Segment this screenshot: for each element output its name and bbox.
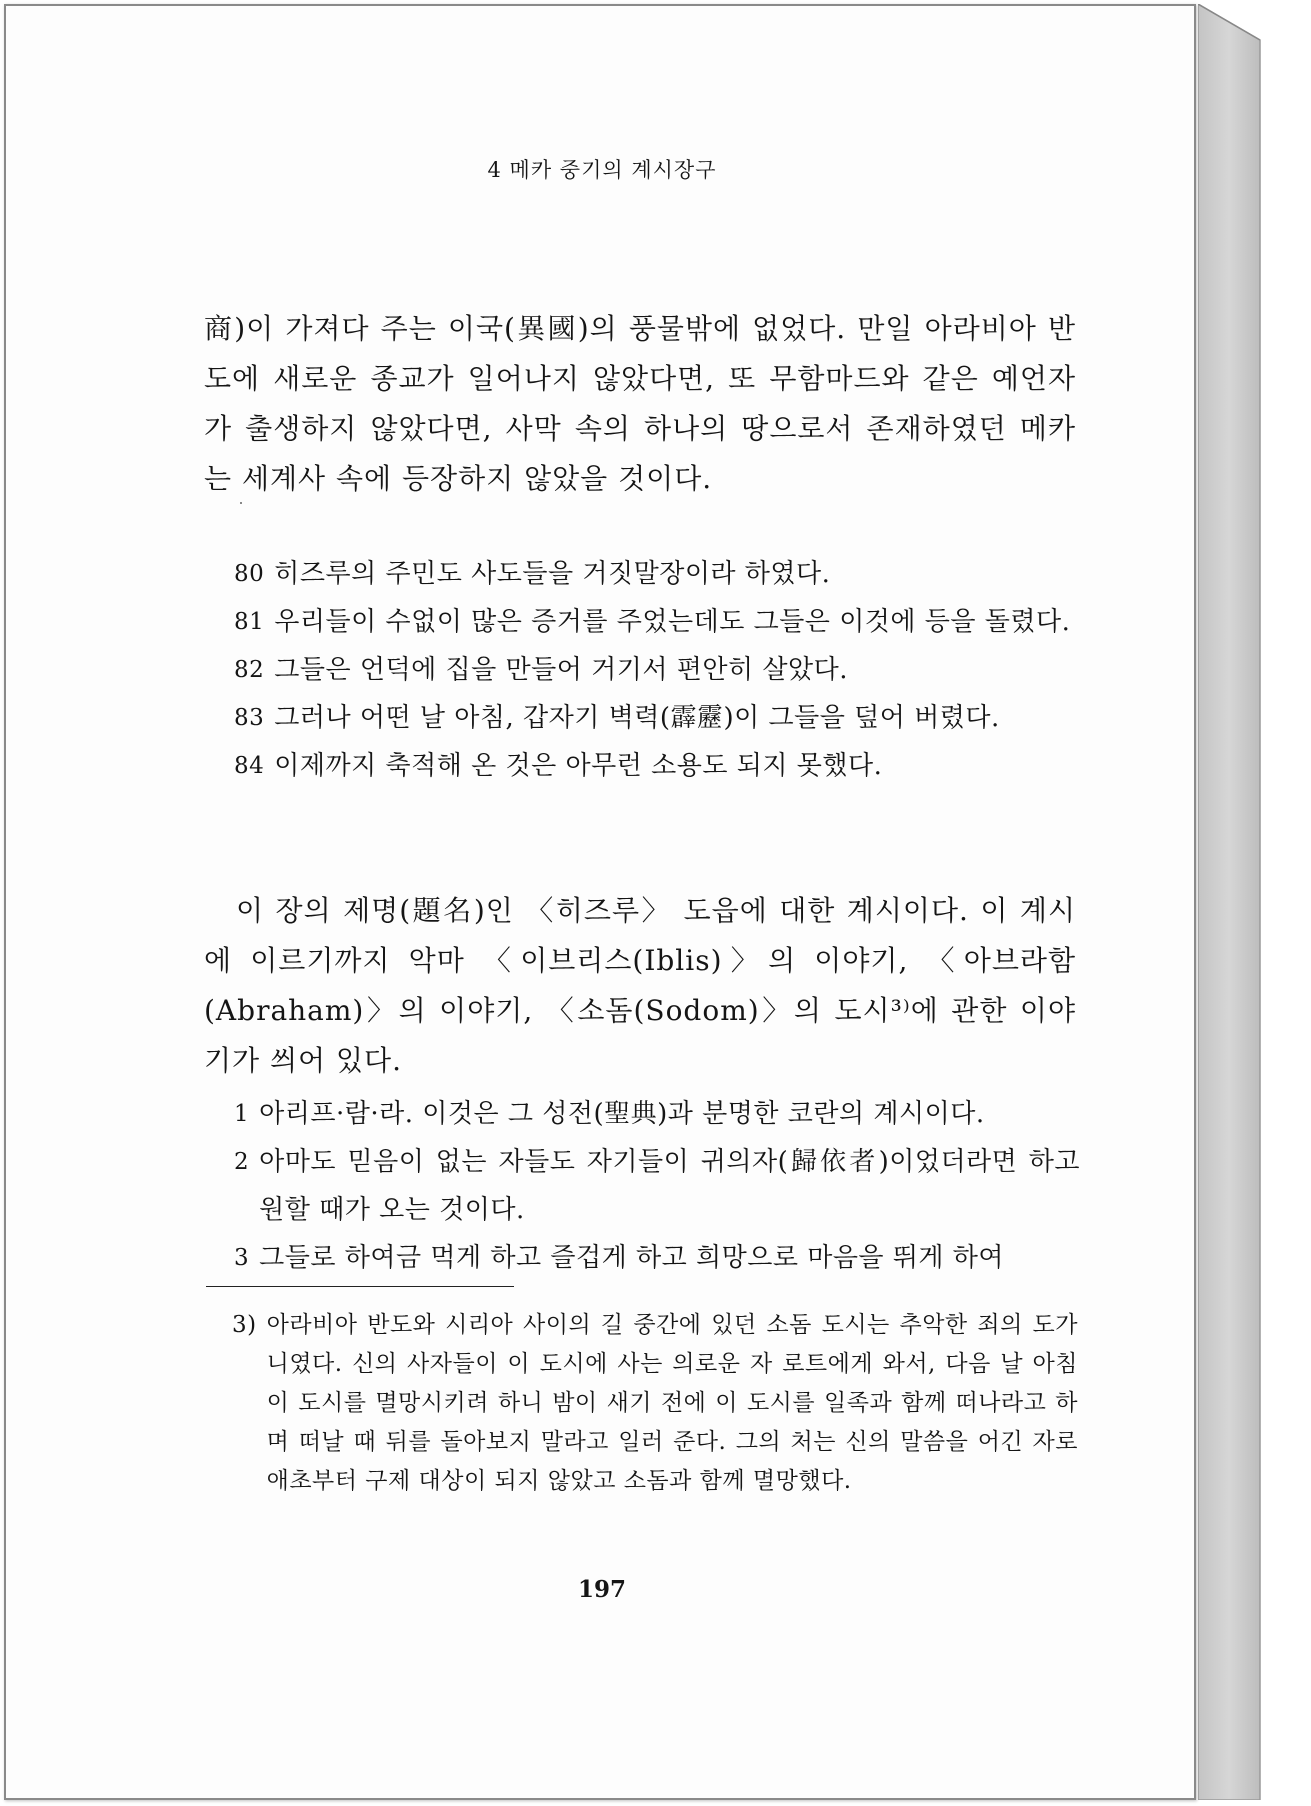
verse-item (234, 694, 1080, 742)
verse-text: 히즈루의 주민도 사도들을 거짓말장이라 하였다. (274, 559, 831, 589)
verse-number: 82 (234, 657, 265, 683)
footnote-text: 아라비아 반도와 시리아 사이의 길 중간에 있던 소돔 도시는 추악한 죄의 도가니였다. 신의 사자들이 이 도시에 사는 의로운 자 로트에게 와서, 다음 날 아침 이 도시를 멸망시키려 하니 밤이 새기 전에 이 도시를 일족과 함께 떠나라고 하며 떠날 때 뒤를 돌아보지 말라고 일러 준다. 그의 처는 신의 말씀을 어긴 자로 애초부터 구제 대상이 되지 않았고 소돔과 함께 멸망했다. (266, 1312, 1078, 1494)
verse-list-a (234, 550, 1080, 790)
verse-item (234, 742, 1080, 790)
verse-number: 80 (234, 561, 265, 587)
footnote-divider (206, 1286, 514, 1287)
verse-text: 아리프·람·라. 이것은 그 성전(聖典)과 분명한 코란의 계시이다. (259, 1099, 985, 1129)
footnote-number: 3) (232, 1312, 257, 1338)
verse-number: 83 (234, 705, 265, 731)
verse-number: 2 (234, 1149, 250, 1175)
verse-item (234, 646, 1080, 694)
body-paragraph-2-container (204, 886, 1076, 1086)
verse-item (234, 1090, 1080, 1138)
body-paragraph: 이 장의 제명(題名)인 〈히즈루〉 도읍에 대한 계시이다. 이 계시에 이르기까지 악마 〈이브리스(Iblis)〉의 이야기, 〈아브라함(Abraham)〉의 이야기, 〈소돔(Sodom)〉의 도시³⁾에 관한 이야기가 씌어 있다. (204, 894, 1076, 1077)
book-spine-edge (1198, 4, 1270, 1800)
verse-item (234, 598, 1080, 646)
book-page (4, 4, 1196, 1800)
footnote (232, 1306, 1078, 1501)
verse-item (234, 1138, 1080, 1234)
body-paragraph: 商)이 가져다 주는 이국(異國)의 풍물밖에 없었다. 만일 아라비아 반도에 새로운 종교가 일어나지 않았다면, 또 무함마드와 같은 예언자가 출생하지 않았다면, 사막 속의 하나의 땅으로서 존재하였던 메카는 세계사 속에 등장하지 않았을 것이다. (204, 312, 1076, 495)
verse-text: 그들은 언덕에 집을 만들어 거기서 편안히 살았다. (274, 655, 848, 685)
verse-item (234, 1234, 1080, 1282)
verse-text: 아마도 믿음이 없는 자들도 자기들이 귀의자(歸依者)이었더라면 하고 원할 때가 오는 것이다. (259, 1147, 1080, 1225)
verse-number: 84 (234, 753, 265, 779)
verse-number: 3 (234, 1245, 250, 1271)
verse-number: 81 (234, 609, 265, 635)
verse-text: 그들로 하여금 먹게 하고 즐겁게 하고 희망으로 마음을 뛰게 하여 (259, 1243, 1005, 1273)
verse-item (234, 550, 1080, 598)
running-head: 4 메카 중기의 계시장구 (487, 158, 717, 182)
verse-text: 우리들이 수없이 많은 증거를 주었는데도 그들은 이것에 등을 돌렸다. (274, 607, 1071, 637)
scan-mark (240, 502, 242, 504)
verse-list-b (234, 1090, 1080, 1282)
page-number: 197 (577, 1576, 626, 1603)
body-paragraph-1-container (204, 304, 1076, 504)
verse-text: 이제까지 축적해 온 것은 아무런 소용도 되지 못했다. (274, 751, 883, 781)
verse-number: 1 (234, 1101, 250, 1127)
verse-text: 그러나 어떤 날 아침, 갑자기 벽력(霹靂)이 그들을 덮어 버렸다. (274, 703, 1000, 733)
